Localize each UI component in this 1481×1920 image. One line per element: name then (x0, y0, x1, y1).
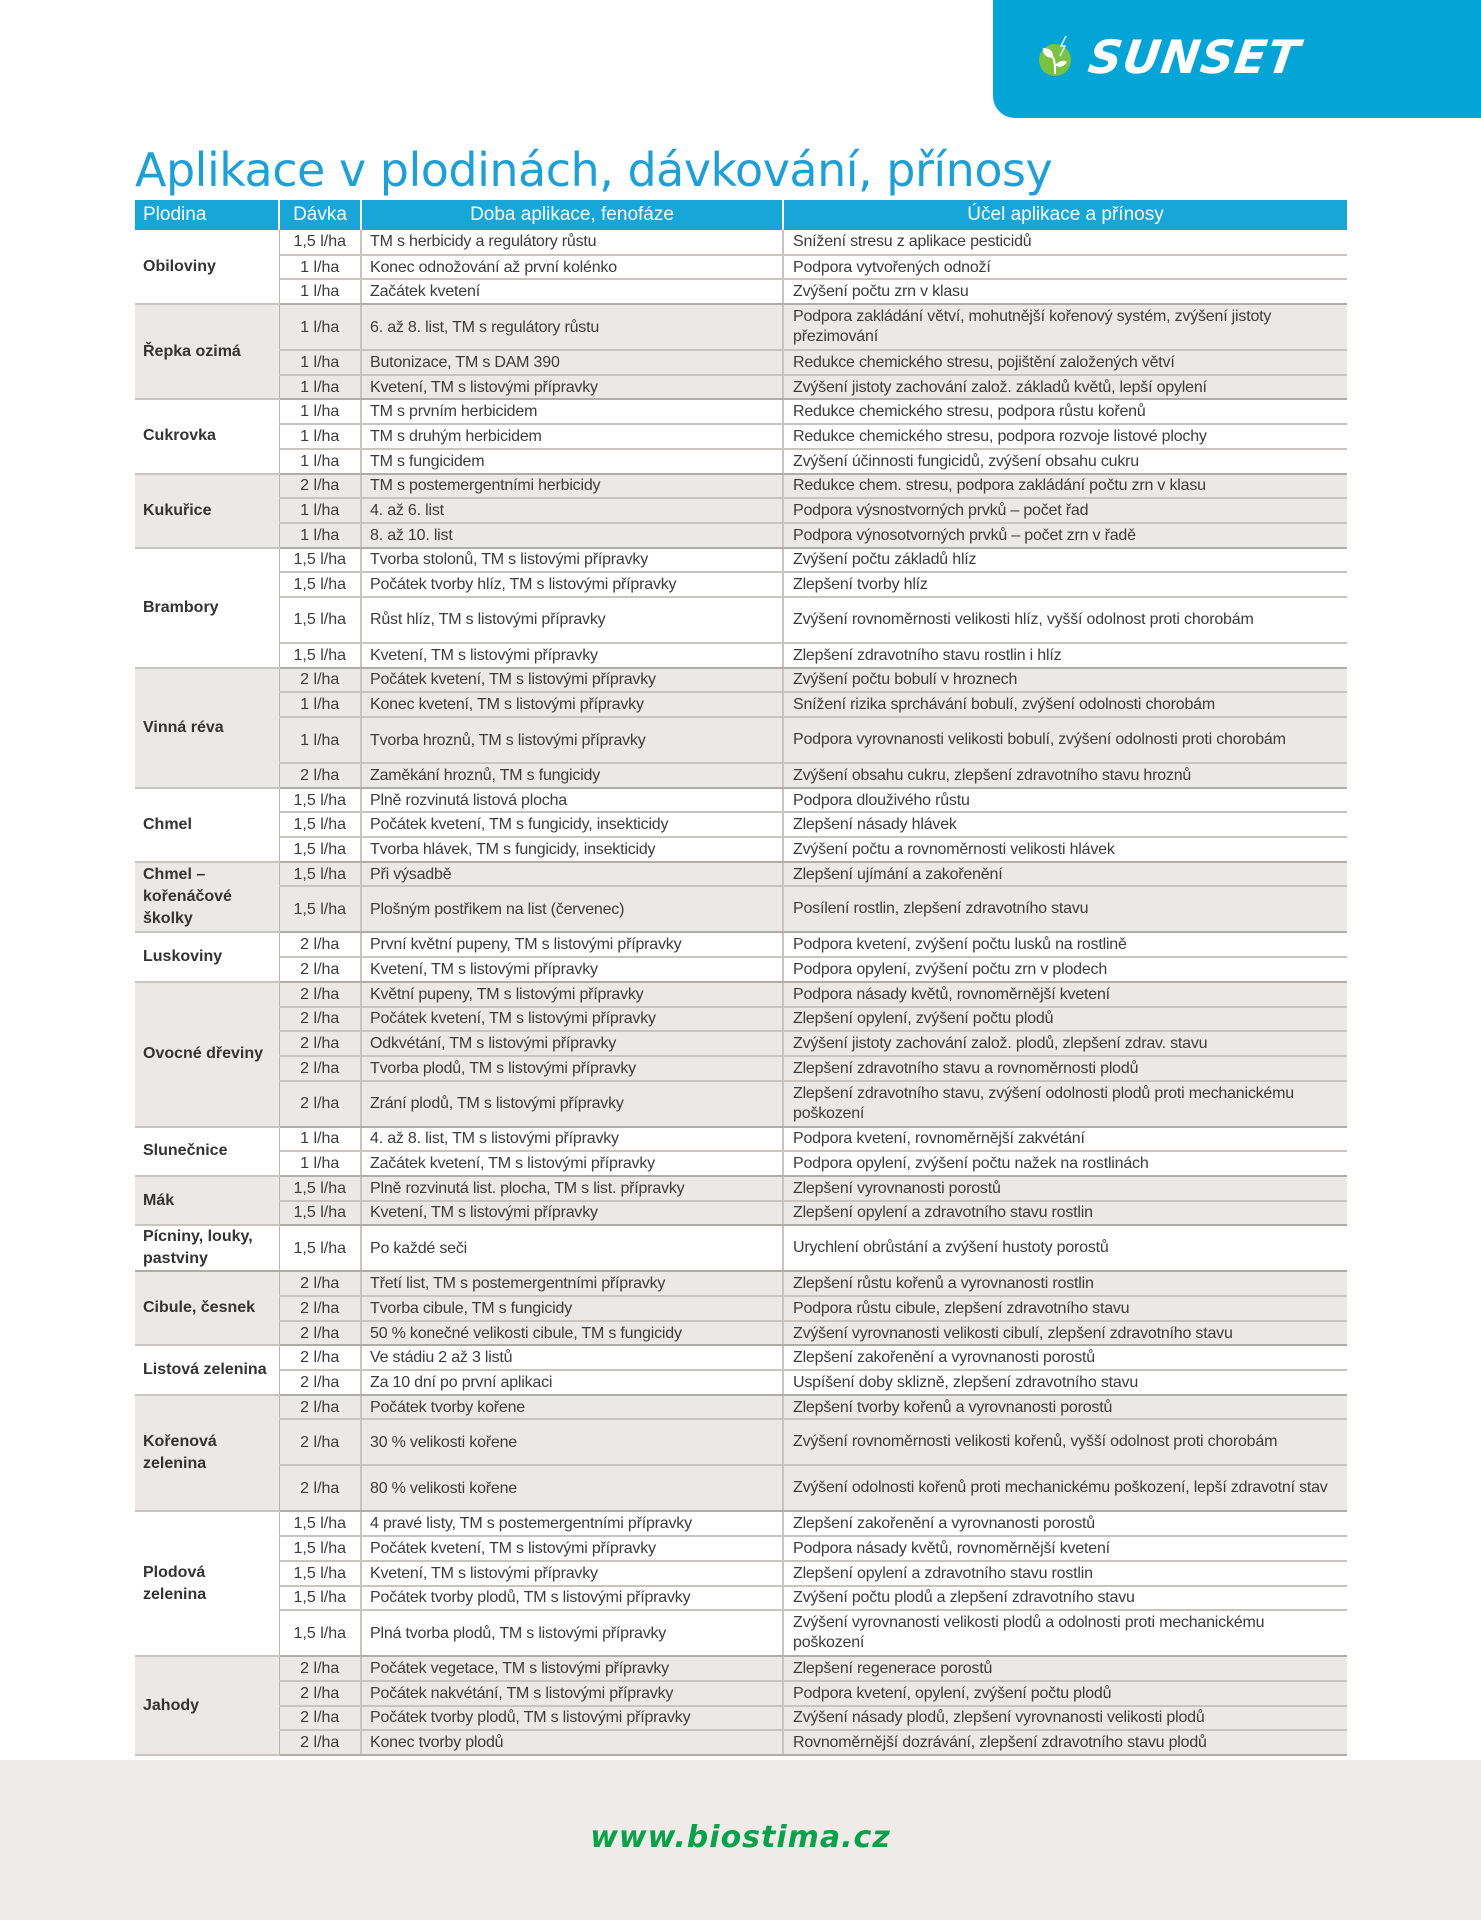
cell-time: 4. až 6. list (361, 498, 783, 523)
cell-dose: 2 l/ha (279, 1681, 361, 1706)
table-row (135, 597, 1347, 643)
cell-purpose: Podpora kvetení, zvýšení počtu lusků na rostlině (783, 932, 1347, 957)
crop-group (135, 474, 1347, 548)
cell-dose: 1,5 l/ha (279, 230, 361, 255)
cell-purpose: Zlepšení násady hlávek (783, 812, 1347, 837)
table-row (135, 692, 1347, 717)
table-row (135, 474, 1347, 499)
cell-dose: 2 l/ha (279, 668, 361, 693)
cell-dose: 1,5 l/ha (279, 1176, 361, 1201)
crop-group (135, 230, 1347, 304)
cell-purpose: Podpora výsnostvorných prvků – počet řad (783, 498, 1347, 523)
cell-time: Zrání plodů, TM s listovými přípravky (361, 1081, 783, 1127)
cell-purpose: Podpora kvetení, rovnoměrnější zakvétání (783, 1127, 1347, 1152)
cell-time: Konec kvetení, TM s listovými přípravky (361, 692, 783, 717)
cell-purpose: Zvýšení obsahu cukru, zlepšení zdravotního stavu hroznů (783, 763, 1347, 788)
cell-time: Počátek vegetace, TM s listovými přípravky (361, 1656, 783, 1681)
cell-time: Plná tvorba plodů, TM s listovými přípravky (361, 1610, 783, 1656)
cell-dose: 1 l/ha (279, 717, 361, 763)
crop-group (135, 1656, 1347, 1755)
table-row (135, 1176, 1347, 1201)
table-row (135, 982, 1347, 1007)
table-row (135, 1056, 1347, 1081)
cell-dose: 2 l/ha (279, 1321, 361, 1346)
table-row (135, 1419, 1347, 1465)
table-row (135, 1656, 1347, 1681)
cell-purpose: Zvýšení rovnoměrnosti velikosti kořenů, vyšší odolnost proti chorobám (783, 1419, 1347, 1465)
cell-dose: 2 l/ha (279, 1706, 361, 1731)
cell-dose: 2 l/ha (279, 1056, 361, 1081)
cell-time: 8. až 10. list (361, 523, 783, 548)
cell-time: 50 % konečné velikosti cibule, TM s fungicidy (361, 1321, 783, 1346)
cell-dose: 1,5 l/ha (279, 1201, 361, 1226)
cell-dose: 1,5 l/ha (279, 1610, 361, 1656)
crop-group (135, 1395, 1347, 1512)
crop-name: Cibule, česnek (135, 1271, 279, 1345)
crop-group (135, 1176, 1347, 1225)
table-row (135, 424, 1347, 449)
cell-dose: 1 l/ha (279, 1151, 361, 1176)
cell-time: Konec tvorby plodů (361, 1730, 783, 1755)
cell-purpose: Podpora výnosotvorných prvků – počet zrn v řadě (783, 523, 1347, 548)
cell-dose: 1,5 l/ha (279, 812, 361, 837)
cell-dose: 2 l/ha (279, 1031, 361, 1056)
table-header-row (135, 200, 1347, 230)
cell-time: Zaměkání hroznů, TM s fungicidy (361, 763, 783, 788)
crop-name: Plodová zelenina (135, 1511, 279, 1656)
table-row (135, 1151, 1347, 1176)
cell-time: Kvetení, TM s listovými přípravky (361, 1561, 783, 1586)
cell-dose: 2 l/ha (279, 932, 361, 957)
crop-name: Obiloviny (135, 230, 279, 304)
crop-group (135, 399, 1347, 473)
cell-purpose: Redukce chemického stresu, podpora růstu kořenů (783, 399, 1347, 424)
table-row (135, 230, 1347, 255)
cell-time: 4 pravé listy, TM s postemergentními přípravky (361, 1511, 783, 1536)
cell-time: TM s druhým herbicidem (361, 424, 783, 449)
cell-time: Počátek kvetení, TM s fungicidy, insekticidy (361, 812, 783, 837)
cell-dose: 1,5 l/ha (279, 886, 361, 932)
cell-dose: 2 l/ha (279, 1370, 361, 1395)
cell-time: Konec odnožování až první kolénko (361, 255, 783, 280)
cell-dose: 1,5 l/ha (279, 1586, 361, 1611)
cell-purpose: Podpora násady květů, rovnoměrnější kvetení (783, 1536, 1347, 1561)
cell-time: TM s fungicidem (361, 449, 783, 474)
table-row (135, 1561, 1347, 1586)
table-row (135, 1395, 1347, 1420)
header-crop: Plodina (135, 200, 279, 230)
table-row (135, 449, 1347, 474)
crop-group (135, 668, 1347, 788)
cell-dose: 2 l/ha (279, 1081, 361, 1127)
cell-time: Růst hlíz, TM s listovými přípravky (361, 597, 783, 643)
cell-dose: 1 l/ha (279, 399, 361, 424)
cell-purpose: Zvýšení počtu a rovnoměrnosti velikosti hlávek (783, 837, 1347, 862)
cell-dose: 2 l/ha (279, 982, 361, 1007)
table-row (135, 304, 1347, 350)
crop-group (135, 1225, 1347, 1271)
cell-purpose: Urychlení obrůstání a zvýšení hustoty porostů (783, 1225, 1347, 1271)
cell-time: Počátek tvorby plodů, TM s listovými přípravky (361, 1586, 783, 1611)
cell-purpose: Podpora vytvořených odnoží (783, 255, 1347, 280)
cell-purpose: Uspíšení doby sklizně, zlepšení zdravotního stavu (783, 1370, 1347, 1395)
cell-purpose: Podpora opylení, zvýšení počtu zrn v plodech (783, 957, 1347, 982)
cell-purpose: Zvýšení počtu plodů a zlepšení zdravotního stavu (783, 1586, 1347, 1611)
cell-dose: 1,5 l/ha (279, 548, 361, 573)
cell-purpose: Zlepšení zakořenění a vyrovnanosti porostů (783, 1511, 1347, 1536)
table-row (135, 1610, 1347, 1656)
cell-purpose: Rovnoměrnější dozrávání, zlepšení zdravotního stavu plodů (783, 1730, 1347, 1755)
cell-time: Květní pupeny, TM s listovými přípravky (361, 982, 783, 1007)
cell-dose: 1,5 l/ha (279, 1561, 361, 1586)
cell-dose: 2 l/ha (279, 1007, 361, 1032)
cell-time: Kvetení, TM s listovými přípravky (361, 1201, 783, 1226)
cell-purpose: Zlepšení vyrovnanosti porostů (783, 1176, 1347, 1201)
crop-name: Řepka ozimá (135, 304, 279, 399)
table-row (135, 350, 1347, 375)
cell-purpose: Podpora opylení, zvýšení počtu nažek na rostlinách (783, 1151, 1347, 1176)
cell-time: Odkvétání, TM s listovými přípravky (361, 1031, 783, 1056)
crop-group (135, 1127, 1347, 1176)
crop-name: Jahody (135, 1656, 279, 1755)
cell-purpose: Snížení stresu z aplikace pesticidů (783, 230, 1347, 255)
cell-dose: 2 l/ha (279, 1296, 361, 1321)
table-row (135, 1730, 1347, 1755)
cell-dose: 2 l/ha (279, 1271, 361, 1296)
cell-time: Tvorba hroznů, TM s listovými přípravky (361, 717, 783, 763)
cell-time: Počátek tvorby hlíz, TM s listovými přípravky (361, 572, 783, 597)
cell-purpose: Zlepšení regenerace porostů (783, 1656, 1347, 1681)
table-row (135, 1081, 1347, 1127)
table-row (135, 1271, 1347, 1296)
cell-time: Kvetení, TM s listovými přípravky (361, 643, 783, 668)
cell-purpose: Snížení rizika sprchávání bobulí, zvýšení odolnosti chorobám (783, 692, 1347, 717)
crop-group (135, 304, 1347, 399)
cell-dose: 1 l/ha (279, 1127, 361, 1152)
crop-name: Pícniny, louky, pastviny (135, 1225, 279, 1271)
cell-time: Počátek tvorby kořene (361, 1395, 783, 1420)
table-row (135, 1201, 1347, 1226)
crop-name: Chmel – kořenáčové školky (135, 862, 279, 933)
cell-purpose: Redukce chem. stresu, podpora zakládání počtu zrn v klasu (783, 474, 1347, 499)
cell-time: Tvorba hlávek, TM s fungicidy, insekticidy (361, 837, 783, 862)
cell-purpose: Zlepšení zdravotního stavu, zvýšení odolnosti plodů proti mechanickému poškození (783, 1081, 1347, 1127)
crop-group (135, 1271, 1347, 1345)
cell-purpose: Podpora růstu cibule, zlepšení zdravotního stavu (783, 1296, 1347, 1321)
cell-dose: 1 l/ha (279, 523, 361, 548)
cell-dose: 1,5 l/ha (279, 597, 361, 643)
cell-dose: 1 l/ha (279, 449, 361, 474)
cell-time: Po každé seči (361, 1225, 783, 1271)
cell-purpose: Zlepšení tvorby kořenů a vyrovnanosti porostů (783, 1395, 1347, 1420)
logo (1033, 30, 1304, 84)
cell-time: Tvorba stolonů, TM s listovými přípravky (361, 548, 783, 573)
cell-dose: 1 l/ha (279, 304, 361, 350)
cell-dose: 1 l/ha (279, 279, 361, 304)
cell-time: Při výsadbě (361, 862, 783, 887)
cell-time: Kvetení, TM s listovými přípravky (361, 375, 783, 400)
table-row (135, 837, 1347, 862)
cell-dose: 2 l/ha (279, 957, 361, 982)
cell-time: Ve stádiu 2 až 3 listů (361, 1345, 783, 1370)
footer (0, 1760, 1481, 1920)
table-row (135, 932, 1347, 957)
table-row (135, 1370, 1347, 1395)
table-row (135, 1007, 1347, 1032)
crop-name: Cukrovka (135, 399, 279, 473)
table-row (135, 1586, 1347, 1611)
cell-dose: 1,5 l/ha (279, 1225, 361, 1271)
table-row (135, 886, 1347, 932)
cell-purpose: Zlepšení opylení a zdravotního stavu rostlin (783, 1201, 1347, 1226)
table-row (135, 788, 1347, 813)
table-row (135, 862, 1347, 887)
cell-purpose: Zvýšení účinnosti fungicidů, zvýšení obsahu cukru (783, 449, 1347, 474)
cell-time: 6. až 8. list, TM s regulátory růstu (361, 304, 783, 350)
application-table (135, 200, 1347, 1756)
table-row (135, 1031, 1347, 1056)
header-time: Doba aplikace, fenofáze (361, 200, 783, 230)
cell-purpose: Zlepšení zdravotního stavu a rovnoměrnosti plodů (783, 1056, 1347, 1081)
table-row (135, 812, 1347, 837)
cell-purpose: Zlepšení zdravotního stavu rostlin i hlíz (783, 643, 1347, 668)
crop-name: Vinná réva (135, 668, 279, 788)
cell-dose: 1,5 l/ha (279, 572, 361, 597)
table-row (135, 1127, 1347, 1152)
page-title: Aplikace v plodinách, dávkování, přínosy (135, 143, 1053, 197)
cell-time: Počátek kvetení, TM s listovými přípravky (361, 668, 783, 693)
crop-group (135, 548, 1347, 668)
table-row (135, 1681, 1347, 1706)
crop-name: Kořenová zelenina (135, 1395, 279, 1512)
cell-purpose: Zvýšení počtu zrn v klasu (783, 279, 1347, 304)
table-row (135, 523, 1347, 548)
crop-group (135, 862, 1347, 933)
crop-group (135, 982, 1347, 1127)
cell-purpose: Zlepšení zakořenění a vyrovnanosti porostů (783, 1345, 1347, 1370)
cell-purpose: Zvýšení rovnoměrnosti velikosti hlíz, vyšší odolnost proti chorobám (783, 597, 1347, 643)
crop-group (135, 788, 1347, 862)
cell-time: Počátek kvetení, TM s listovými přípravky (361, 1536, 783, 1561)
cell-dose: 1,5 l/ha (279, 837, 361, 862)
cell-time: Tvorba cibule, TM s fungicidy (361, 1296, 783, 1321)
cell-time: Počátek nakvétání, TM s listovými přípravky (361, 1681, 783, 1706)
cell-purpose: Zlepšení opylení a zdravotního stavu rostlin (783, 1561, 1347, 1586)
cell-purpose: Podpora vyrovnanosti velikosti bobulí, zvýšení odolnosti proti chorobám (783, 717, 1347, 763)
table-row (135, 1706, 1347, 1731)
cell-purpose: Zvýšení násady plodů, zlepšení vyrovnanosti velikosti plodů (783, 1706, 1347, 1731)
cell-time: Třetí list, TM s postemergentními přípravky (361, 1271, 783, 1296)
cell-dose: 1 l/ha (279, 424, 361, 449)
table-row (135, 1345, 1347, 1370)
cell-purpose: Podpora kvetení, opylení, zvýšení počtu plodů (783, 1681, 1347, 1706)
table-row (135, 279, 1347, 304)
cell-dose: 1 l/ha (279, 692, 361, 717)
cell-purpose: Zlepšení růstu kořenů a vyrovnanosti rostlin (783, 1271, 1347, 1296)
cell-dose: 2 l/ha (279, 1656, 361, 1681)
cell-time: TM s postemergentními herbicidy (361, 474, 783, 499)
cell-purpose: Podpora násady květů, rovnoměrnější kvetení (783, 982, 1347, 1007)
crop-name: Chmel (135, 788, 279, 862)
cell-time: TM s prvním herbicidem (361, 399, 783, 424)
cell-dose: 2 l/ha (279, 1345, 361, 1370)
cell-time: Plně rozvinutá listová plocha (361, 788, 783, 813)
cell-purpose: Zvýšení vyrovnanosti velikosti cibulí, zlepšení zdravotního stavu (783, 1321, 1347, 1346)
cell-dose: 1 l/ha (279, 375, 361, 400)
cell-time: TM s herbicidy a regulátory růstu (361, 230, 783, 255)
cell-dose: 2 l/ha (279, 1730, 361, 1755)
cell-purpose: Zvýšení počtu základů hlíz (783, 548, 1347, 573)
table-row (135, 1465, 1347, 1511)
crop-group (135, 932, 1347, 981)
cell-purpose: Redukce chemického stresu, pojištění založených větví (783, 350, 1347, 375)
cell-purpose: Zvýšení vyrovnanosti velikosti plodů a odolnosti proti mechanickému poškození (783, 1610, 1347, 1656)
cell-time: Počátek tvorby plodů, TM s listovými přípravky (361, 1706, 783, 1731)
table-row (135, 1225, 1347, 1271)
cell-dose: 2 l/ha (279, 474, 361, 499)
leaf-lightning-icon (1033, 32, 1083, 82)
cell-time: Začátek kvetení, TM s listovými přípravky (361, 1151, 783, 1176)
crop-group (135, 1511, 1347, 1656)
crop-group (135, 1345, 1347, 1394)
header-dose: Dávka (279, 200, 361, 230)
cell-purpose: Zlepšení tvorby hlíz (783, 572, 1347, 597)
table-row (135, 572, 1347, 597)
crop-name: Listová zelenina (135, 1345, 279, 1394)
table-row (135, 1536, 1347, 1561)
cell-time: Butonizace, TM s DAM 390 (361, 350, 783, 375)
cell-dose: 2 l/ha (279, 763, 361, 788)
crop-name: Luskoviny (135, 932, 279, 981)
cell-purpose: Zvýšení odolnosti kořenů proti mechanickému poškození, lepší zdravotní stav (783, 1465, 1347, 1511)
cell-dose: 1 l/ha (279, 350, 361, 375)
crop-name: Brambory (135, 548, 279, 668)
table-row (135, 399, 1347, 424)
cell-purpose: Zlepšení opylení, zvýšení počtu plodů (783, 1007, 1347, 1032)
table-row (135, 763, 1347, 788)
table-row (135, 1296, 1347, 1321)
table-row (135, 717, 1347, 763)
cell-purpose: Podpora dlouživého růstu (783, 788, 1347, 813)
cell-time: Začátek kvetení (361, 279, 783, 304)
brand-header (993, 0, 1481, 118)
crop-name: Kukuřice (135, 474, 279, 548)
table-row (135, 957, 1347, 982)
cell-time: 30 % velikosti kořene (361, 1419, 783, 1465)
cell-time: Kvetení, TM s listovými přípravky (361, 957, 783, 982)
cell-dose: 1,5 l/ha (279, 788, 361, 813)
cell-time: Tvorba plodů, TM s listovými přípravky (361, 1056, 783, 1081)
table-row (135, 375, 1347, 400)
website-link[interactable]: www.biostima.cz (590, 1820, 891, 1855)
table-row (135, 668, 1347, 693)
crop-name: Slunečnice (135, 1127, 279, 1176)
cell-time: Plošným postřikem na list (červenec) (361, 886, 783, 932)
cell-dose: 1 l/ha (279, 255, 361, 280)
cell-purpose: Zvýšení počtu bobulí v hroznech (783, 668, 1347, 693)
cell-purpose: Redukce chemického stresu, podpora rozvoje listové plochy (783, 424, 1347, 449)
cell-time: Počátek kvetení, TM s listovými přípravky (361, 1007, 783, 1032)
cell-dose: 2 l/ha (279, 1419, 361, 1465)
cell-time: První květní pupeny, TM s listovými přípravky (361, 932, 783, 957)
cell-dose: 1,5 l/ha (279, 1536, 361, 1561)
cell-dose: 1,5 l/ha (279, 643, 361, 668)
cell-dose: 2 l/ha (279, 1465, 361, 1511)
cell-purpose: Zvýšení jistoty zachování založ. plodů, zlepšení zdrav. stavu (783, 1031, 1347, 1056)
crop-name: Mák (135, 1176, 279, 1225)
cell-dose: 2 l/ha (279, 1395, 361, 1420)
cell-purpose: Podpora zakládání větví, mohutnější kořenový systém, zvýšení jistoty přezimování (783, 304, 1347, 350)
table-row (135, 548, 1347, 573)
crop-name: Ovocné dřeviny (135, 982, 279, 1127)
header-purpose: Účel aplikace a přínosy (783, 200, 1347, 230)
table-row (135, 255, 1347, 280)
cell-dose: 1,5 l/ha (279, 862, 361, 887)
cell-dose: 1,5 l/ha (279, 1511, 361, 1536)
cell-time: 4. až 8. list, TM s listovými přípravky (361, 1127, 783, 1152)
cell-dose: 1 l/ha (279, 498, 361, 523)
cell-time: Plně rozvinutá list. plocha, TM s list. přípravky (361, 1176, 783, 1201)
cell-time: Za 10 dní po první aplikaci (361, 1370, 783, 1395)
table-row (135, 1321, 1347, 1346)
cell-purpose: Zlepšení ujímání a zakořenění (783, 862, 1347, 887)
table-row (135, 1511, 1347, 1536)
logo-text: SUNSET (1085, 30, 1304, 84)
table-row (135, 498, 1347, 523)
table-row (135, 643, 1347, 668)
cell-purpose: Zvýšení jistoty zachování založ. základů květů, lepší opylení (783, 375, 1347, 400)
cell-time: 80 % velikosti kořene (361, 1465, 783, 1511)
cell-purpose: Posílení rostlin, zlepšení zdravotního stavu (783, 886, 1347, 932)
